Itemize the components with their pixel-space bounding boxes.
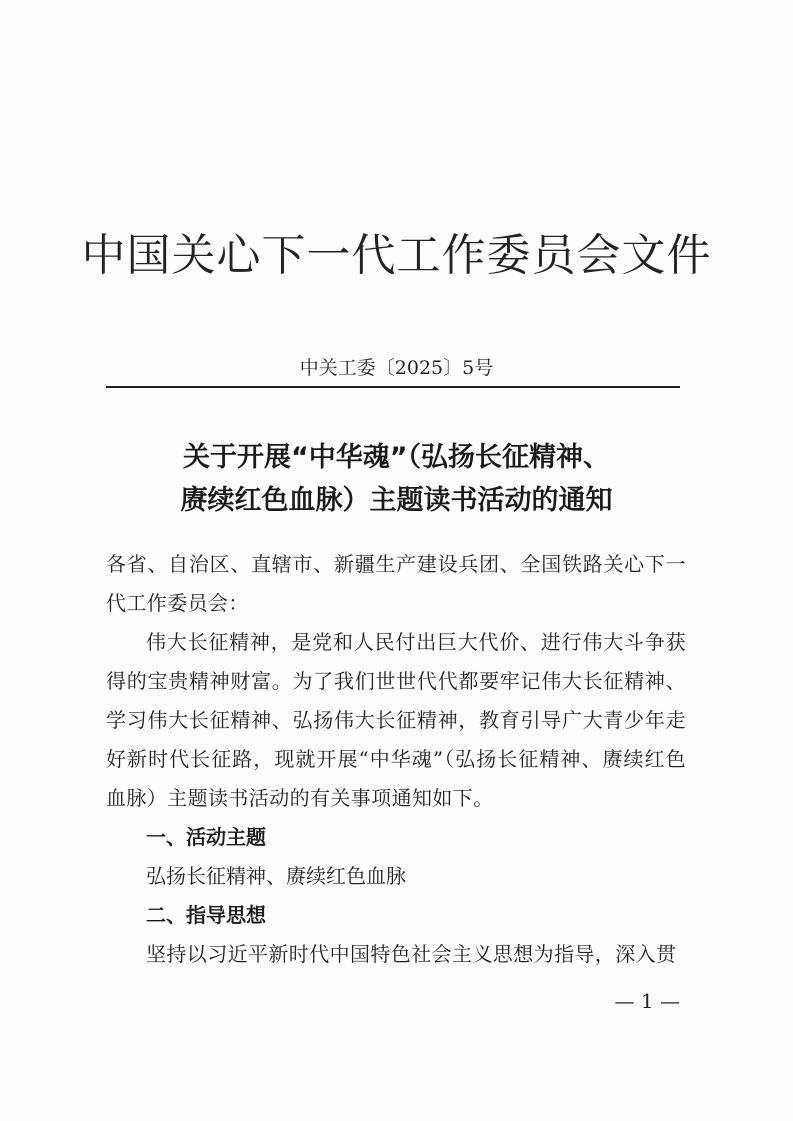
section-text-theme: 弘扬长征精神、赓续红色血脉: [146, 864, 406, 888]
page-number: — 1 —: [614, 989, 680, 1013]
section-text-guiding-ideology: 坚持以习近平新时代中国特色社会主义思想为指导，深入贯: [146, 942, 677, 966]
section-heading-guiding-ideology: 二、指导思想: [146, 903, 266, 927]
header-divider: [106, 386, 680, 388]
issuer-title: 中国关心下一代工作委员会文件: [81, 230, 712, 281]
intro-paragraph: 伟大长征精神，是党和人民付出巨大代价、进行伟大斗争获得的宝贵精神财富。为了我们世世代代都要牢记伟大长征精神、学习伟大长征精神、弘扬伟大长征精神，教育引导广大青少年走好新时代长征路，现就开展“中华魂”（弘扬长征精神、赓续红色血脉）主题读书活动的有关事项通知如下。: [106, 630, 686, 810]
notice-title-line-2: 赓续红色血脉）主题读书活动的通知: [180, 485, 613, 516]
document-number: 中关工委〔2025〕5号: [299, 357, 494, 379]
notice-title-line-1: 关于开展“中华魂”（弘扬长征精神、: [183, 442, 610, 473]
salutation: 各省、自治区、直辖市、新疆生产建设兵团、全国铁路关心下一代工作委员会：: [106, 552, 686, 615]
notice-title: [0, 436, 793, 522]
section-heading-theme: 一、活动主题: [146, 825, 266, 849]
